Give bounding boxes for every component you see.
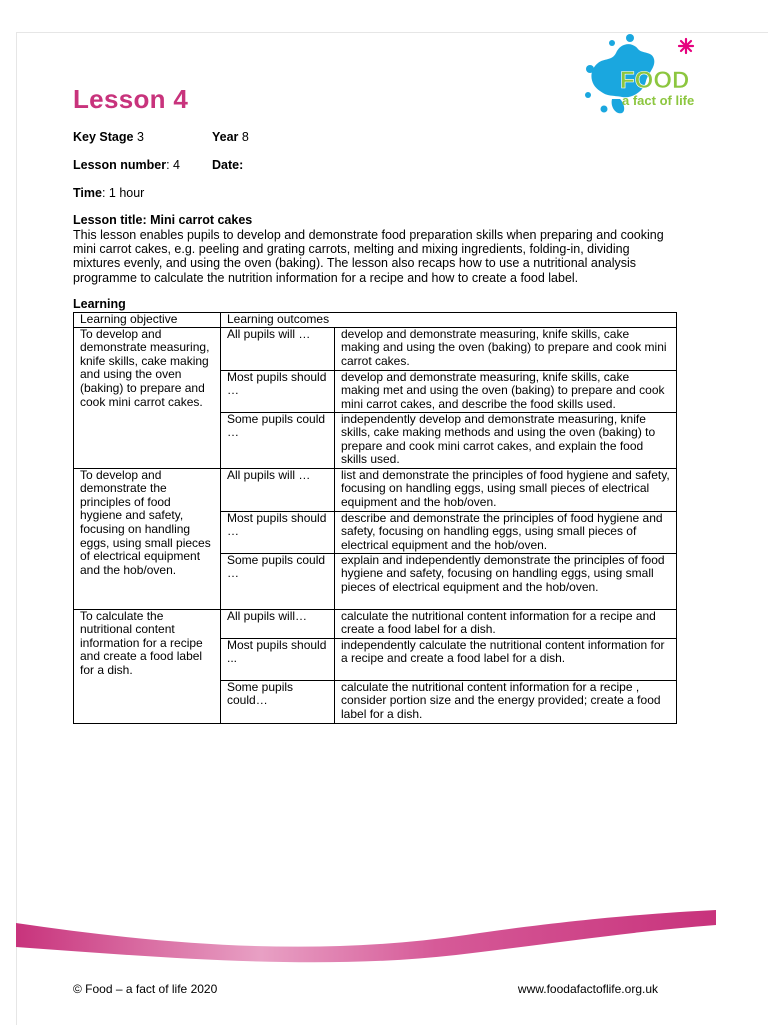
outcome-text: develop and demonstrate measuring, knife skills, cake making met and using the oven (baking) to prepare and cook mini carrot cakes, and describe the food skills used.	[335, 370, 677, 412]
outcome-who: Most pupils should …	[221, 370, 335, 412]
time-label: Time	[73, 186, 102, 200]
key-stage-value: 3	[136, 130, 144, 144]
outcome-who: Most pupils should …	[221, 511, 335, 553]
lesson-title: Lesson title: Mini carrot cakes	[73, 213, 253, 227]
year-value: 8	[241, 130, 249, 144]
lesson-number-field	[73, 158, 180, 173]
key-stage-field	[73, 130, 144, 145]
outcome-who: Most pupils should ...	[221, 638, 335, 680]
table-header-row	[74, 313, 677, 328]
outcome-text: describe and demonstrate the principles of food hygiene and safety, focusing on handling eggs, using small pieces of electrical equipment and the hob/oven.	[335, 511, 677, 553]
food-a-fact-of-life-logo	[582, 33, 712, 123]
time-value: : 1 hour	[101, 186, 145, 200]
date-label: Date:	[212, 158, 244, 172]
objective-cell: To develop and demonstrate measuring, knife skills, cake making and using the oven (baking) to prepare and cook mini carrot cakes.	[74, 327, 221, 468]
lesson-number-label: Lesson number	[73, 158, 167, 172]
learning-table	[73, 312, 677, 724]
logo-word: FOOD	[620, 67, 690, 94]
outcome-text: independently calculate the nutritional content information for a recipe and create a food label for a dish.	[335, 638, 677, 680]
table-row	[74, 468, 677, 511]
year-label: Year	[212, 130, 239, 144]
outcome-text: calculate the nutritional content information for a recipe , consider portion size and the energy provided; create a food label for a dish.	[335, 680, 677, 723]
lesson-description: This lesson enables pupils to develop and demonstrate food preparation skills when preparing and cooking mini carrot cakes, e.g. peeling and grating carrots, melting and mixing ingredients, folding-in, dividing mixtures evenly, and using the oven (baking). The lesson also recaps how to use a nutritional analysis programme to calculate the nutrition information for a recipe and how to create a food label.	[73, 228, 664, 285]
footer-swoosh	[16, 895, 716, 965]
outcome-who: All pupils will …	[221, 468, 335, 511]
footer-copyright: © Food – a fact of life 2020	[73, 982, 218, 996]
learning-heading: Learning	[73, 297, 126, 311]
outcome-who: All pupils will …	[221, 327, 335, 370]
objective-cell: To calculate the nutritional content information for a recipe and create a food label for a dish.	[74, 609, 221, 723]
time-field	[73, 186, 144, 201]
outcome-text: calculate the nutritional content information for a recipe and create a food label for a dish.	[335, 609, 677, 638]
table-row	[74, 327, 677, 370]
footer-url[interactable]: www.foodafactoflife.org.uk	[517, 982, 658, 996]
header-learning-outcomes: Learning outcomes	[221, 313, 677, 328]
outcome-text: list and demonstrate the principles of food hygiene and safety, focusing on handling eggs, using small pieces of electrical equipment and the hob/oven.	[335, 468, 677, 511]
key-stage-label: Key Stage	[73, 130, 134, 144]
outcome-text: develop and demonstrate measuring, knife skills, cake making and using the oven (baking) to prepare and cook mini carrot cakes.	[335, 327, 677, 370]
table-row	[74, 609, 677, 638]
year-field	[212, 130, 249, 145]
objective-cell: To develop and demonstrate the principles of food hygiene and safety, focusing on handling eggs, using small pieces of electrical equipment and the hob/oven.	[74, 468, 221, 609]
outcome-who: All pupils will…	[221, 609, 335, 638]
outcome-who: Some pupils could …	[221, 553, 335, 609]
outcome-text: independently develop and demonstrate measuring, knife skills, cake making methods and using the oven (baking) to prepare and cook mini carrot cakes, and explain the food skills used.	[335, 412, 677, 468]
logo-tagline: a fact of life	[622, 93, 695, 108]
lesson-number-value: : 4	[166, 158, 180, 172]
header-learning-objective: Learning objective	[74, 313, 221, 328]
page-title: Lesson 4	[73, 84, 189, 114]
outcome-who: Some pupils could…	[221, 680, 335, 723]
outcome-who: Some pupils could …	[221, 412, 335, 468]
date-field	[212, 158, 243, 173]
outcome-text: explain and independently demonstrate the principles of food hygiene and safety, focusing on handling eggs, using small pieces of electrical equipment and the hob/oven.	[335, 553, 677, 609]
